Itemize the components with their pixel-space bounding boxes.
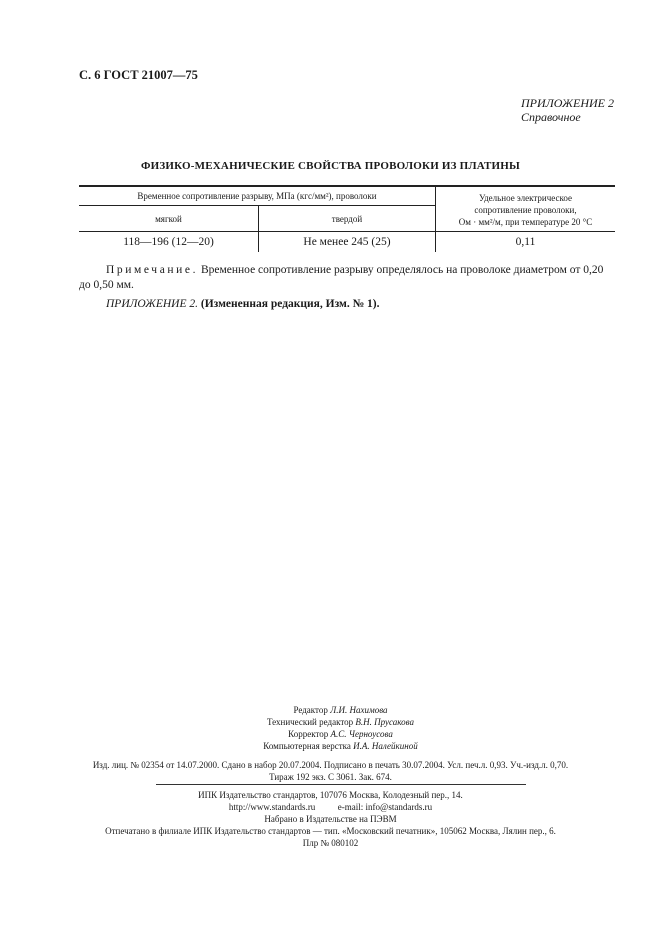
- hard-header: твердой: [259, 206, 436, 232]
- staff-name: А.С. Черноусова: [330, 729, 393, 739]
- staff-line: [10, 716, 661, 728]
- divider: [156, 784, 526, 785]
- group-header: Временное сопротивление разрыву, МПа (кгс/мм²), проволоки: [79, 186, 436, 206]
- printer-info: [0, 789, 661, 849]
- resistance-value: 0,11: [436, 232, 616, 253]
- note: [79, 263, 616, 293]
- printer-line: ИПК Издательство стандартов, 107076 Москва, Колодезный пер., 14.: [198, 790, 463, 800]
- staff-name: Л.И. Нахимова: [330, 705, 388, 715]
- properties-table: [79, 185, 615, 252]
- staff-role: Технический редактор: [266, 717, 354, 727]
- page-header: С. 6 ГОСТ 21007—75: [79, 68, 198, 82]
- resistance-header: [436, 186, 616, 232]
- note-text: Временное сопротивление разрыву определялось на проволоке диаметром от 0,20 до 0,50 мм.: [79, 264, 604, 291]
- soft-value: 118—196 (12—20): [123, 236, 214, 248]
- appendix-subtitle: Справочное: [521, 110, 581, 124]
- printer-line: Плр № 080102: [302, 838, 359, 848]
- note-label: Примечание.: [106, 264, 199, 276]
- printer-line: http://www.standards.ru e-mail: info@standards.ru: [228, 802, 433, 812]
- appendix-label: [521, 96, 614, 124]
- publication-info: [0, 759, 661, 783]
- staff-line: [10, 728, 661, 740]
- appendix-title: ПРИЛОЖЕНИЕ 2: [521, 96, 614, 110]
- staff-role: Редактор: [293, 705, 328, 715]
- change-note: [106, 298, 380, 310]
- staff-name: И.А. Налейкиной: [353, 741, 418, 751]
- document-title: ФИЗИКО-МЕХАНИЧЕСКИЕ СВОЙСТВА ПРОВОЛОКИ ИЗ ПЛАТИНЫ: [140, 160, 521, 172]
- printer-line: Отпечатано в филиале ИПК Издательство стандартов — тип. «Московский печатник», 105062 Москва, Лялин пер., 6.: [105, 826, 556, 836]
- staff-role: Компьютерная верстка: [263, 741, 351, 751]
- resistance-header-line: Ом · мм²/м, при температуре 20 °С: [458, 217, 593, 227]
- publication-line: Изд. лиц. № 02354 от 14.07.2000. Сдано в набор 20.07.2004. Подписано в печать 30.07.2004. Усл. печ.л. 0,93. Уч.-изд.л. 0,70.: [92, 760, 569, 770]
- staff-line: [10, 704, 661, 716]
- table-row: [79, 232, 615, 253]
- staff-credits: [10, 704, 661, 752]
- staff-name: В.Н. Прусакова: [355, 717, 415, 727]
- publication-line: Тираж 192 экз. С 3061. Зак. 674.: [269, 772, 392, 782]
- printer-line: Набрано в Издательстве на ПЭВМ: [264, 814, 397, 824]
- resistance-header-line: Удельное электрическое: [478, 193, 572, 203]
- staff-role: Корректор: [288, 729, 329, 739]
- change-label: ПРИЛОЖЕНИЕ 2.: [106, 298, 198, 310]
- resistance-header-line: сопротивление проволоки,: [474, 205, 577, 215]
- hard-value: Не менее 245 (25): [259, 232, 436, 253]
- change-text: (Измененная редакция, Изм. № 1).: [200, 298, 380, 310]
- staff-line: [10, 740, 661, 752]
- soft-header: мягкой: [79, 206, 259, 232]
